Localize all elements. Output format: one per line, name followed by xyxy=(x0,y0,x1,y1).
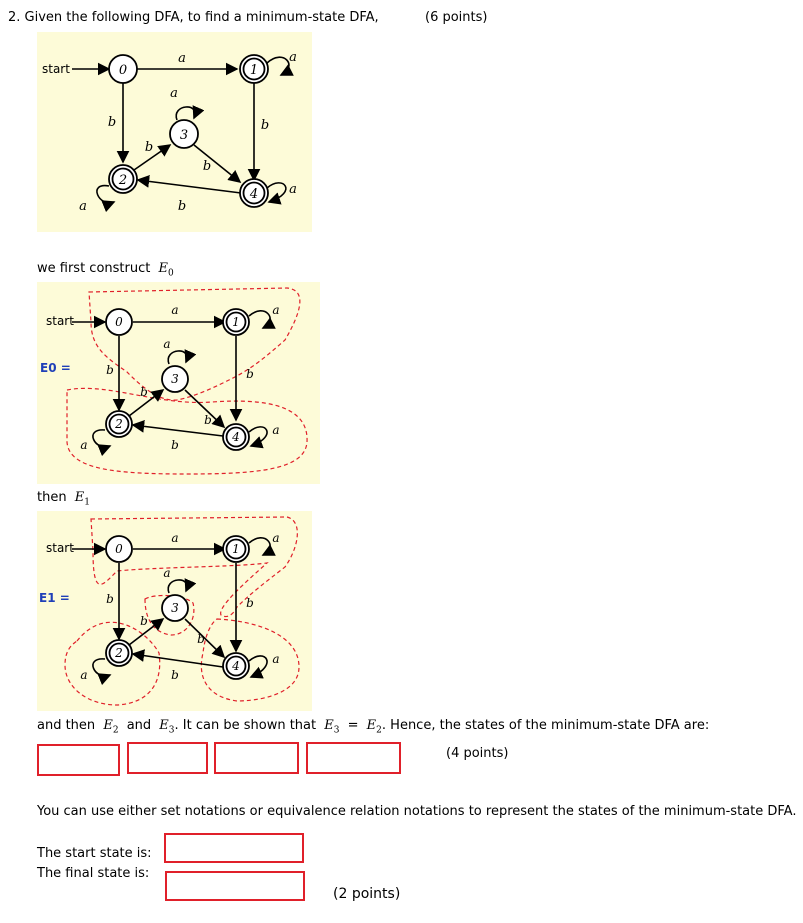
edge-label-0-1: a xyxy=(178,51,186,66)
state-4: 4 xyxy=(249,187,259,202)
edge-label-0-1-e1: a xyxy=(171,531,179,545)
edge-label-loop-3-e1: a xyxy=(163,566,171,580)
edge-label-loop-3-e0: a xyxy=(163,337,171,351)
edge-label-0-2: b xyxy=(107,115,117,130)
min-state-box-2[interactable] xyxy=(127,742,208,774)
state-2: 2 xyxy=(118,173,128,188)
state-2-e1: 2 xyxy=(115,646,123,660)
points-4: (4 points) xyxy=(446,746,509,761)
state-2-e0: 2 xyxy=(115,417,123,431)
start-state-label: The start state is: xyxy=(37,846,152,861)
edge-label-loop-4-e1: a xyxy=(272,652,280,666)
edge-label-loop-2-e0: a xyxy=(80,438,88,452)
state-1: 1 xyxy=(249,63,259,78)
e2-subscript-2: 2 xyxy=(376,725,382,736)
e3-symbol-2: E xyxy=(324,718,334,733)
notation-note: You can use either set notations or equivalence relation notations to represent the states of the minimum-state DFA. xyxy=(37,804,797,819)
state-1-e1: 1 xyxy=(232,542,240,556)
edge-label-loop-4-e0: a xyxy=(272,423,280,437)
edge-label-loop-3: a xyxy=(170,86,178,101)
answer-intro-line xyxy=(37,718,709,736)
edge-label-loop-1-e1: a xyxy=(272,531,280,545)
edge-label-2-3-e0: b xyxy=(140,385,148,399)
edge-label-4-2-e1: b xyxy=(171,668,179,682)
answer-part3: . Hence, the states of the minimum-state DFA are: xyxy=(381,718,710,733)
edge-label-1-4: b xyxy=(260,118,270,133)
then-e1-line xyxy=(37,490,90,508)
construct-e0-prefix: we first construct xyxy=(37,261,151,276)
edge-label-0-2-e1: b xyxy=(106,592,114,606)
e0-symbol: E xyxy=(158,261,168,276)
e3-symbol: E xyxy=(159,718,169,733)
edge-label-0-2-e0: b xyxy=(106,363,114,377)
state-0: 0 xyxy=(118,63,128,78)
dfa-diagram-e1 xyxy=(37,511,312,711)
edge-label-loop-2-e1: a xyxy=(80,668,88,682)
state-0-e0: 0 xyxy=(115,315,123,329)
answer-part2: . It can be shown that xyxy=(174,718,317,733)
edge-label-4-2-e0: b xyxy=(171,438,179,452)
e0-label: E0 = xyxy=(40,361,71,375)
dfa-diagram-e0 xyxy=(37,282,320,484)
edge-label-loop-4: a xyxy=(289,182,297,197)
edge-label-loop-1: a xyxy=(289,50,297,65)
answer-part1: and then xyxy=(37,718,96,733)
question-title: 2. Given the following DFA, to find a minimum-state DFA, xyxy=(8,10,379,25)
e0-subscript: 0 xyxy=(167,268,174,279)
e2-subscript: 2 xyxy=(112,725,119,736)
state-3: 3 xyxy=(179,128,189,143)
start-label-e0: start xyxy=(46,314,74,328)
start-state-box[interactable] xyxy=(164,833,304,863)
edge-label-3-4: b xyxy=(202,159,212,174)
state-1-e0: 1 xyxy=(232,315,240,329)
edge-label-1-4-e1: b xyxy=(246,596,254,610)
edge-label-3-4-e1: b xyxy=(197,632,205,646)
final-state-label: The final state is: xyxy=(37,866,150,881)
state-3-e0: 3 xyxy=(171,372,179,386)
e2-symbol-2: E xyxy=(366,718,377,733)
edge-label-2-3-e1: b xyxy=(140,614,148,628)
state-4-e1: 4 xyxy=(232,659,240,673)
state-0-e1: 0 xyxy=(115,542,123,556)
e1-symbol: E xyxy=(74,490,85,505)
e3-subscript: 3 xyxy=(168,725,175,736)
state-3-e1: 3 xyxy=(171,601,179,615)
min-state-box-4[interactable] xyxy=(306,742,401,774)
edge-label-3-4-e0: b xyxy=(204,413,212,427)
edge-label-2-3: b xyxy=(144,140,154,155)
dfa-diagram-original xyxy=(37,32,312,232)
start-label: start xyxy=(42,62,70,76)
min-state-box-1[interactable] xyxy=(37,744,120,776)
e1-label: E1 = xyxy=(39,591,70,605)
final-state-box[interactable] xyxy=(165,871,305,901)
edge-label-4-2: b xyxy=(177,199,187,214)
edge-label-loop-1-e0: a xyxy=(272,303,280,317)
answer-equals: = xyxy=(347,718,359,733)
edge-label-0-1-e0: a xyxy=(171,303,179,317)
start-label-e1: start xyxy=(46,541,74,555)
e3-subscript-2: 3 xyxy=(333,725,340,736)
answer-and: and xyxy=(126,718,152,733)
e2-symbol: E xyxy=(103,718,113,733)
then-e1-prefix: then xyxy=(37,490,67,505)
min-state-box-3[interactable] xyxy=(214,742,299,774)
construct-e0-line xyxy=(37,261,174,279)
question-points: (6 points) xyxy=(425,10,488,25)
state-4-e0: 4 xyxy=(232,430,240,444)
e1-subscript: 1 xyxy=(84,497,90,508)
edge-label-1-4-e0: b xyxy=(246,367,254,381)
edge-label-loop-2: a xyxy=(79,199,87,214)
points-2: (2 points) xyxy=(333,886,401,902)
